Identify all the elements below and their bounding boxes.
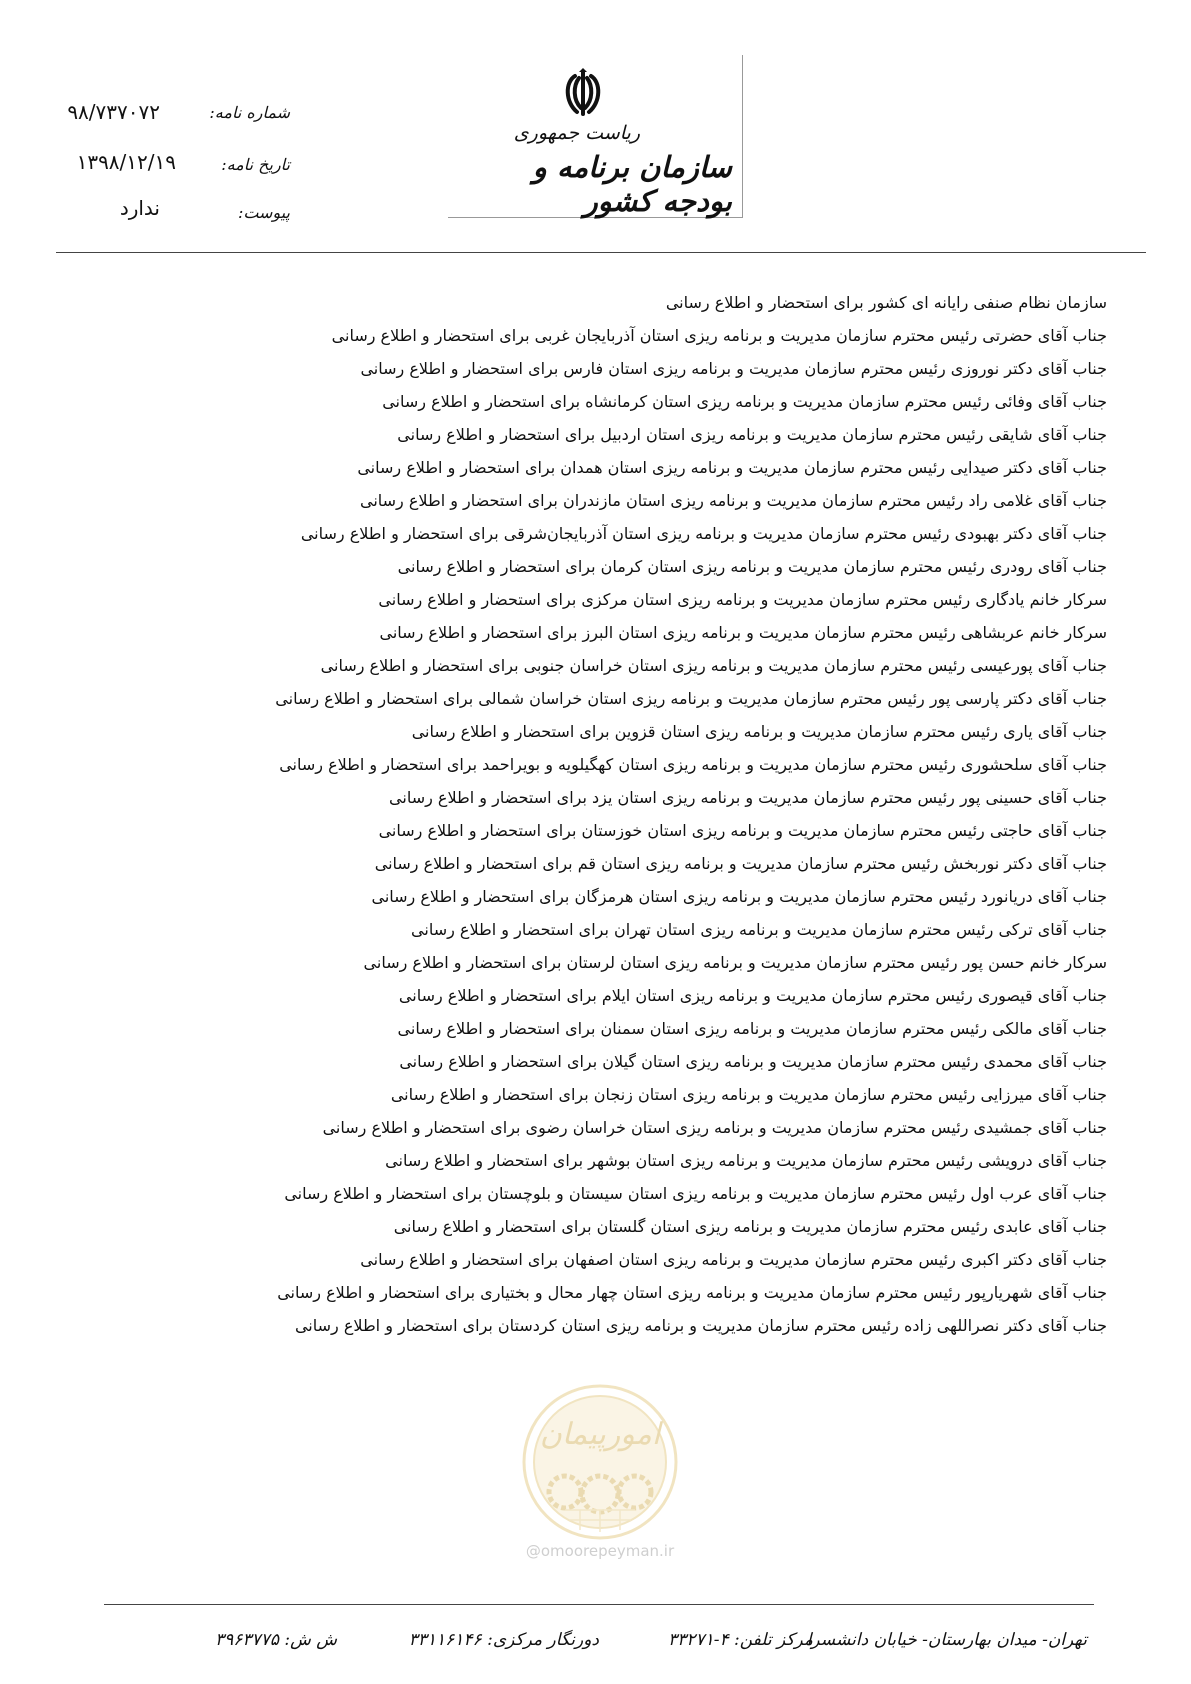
attachment-value: ندارد — [119, 196, 160, 220]
list-item: سرکار خانم یادگاری رئیس محترم سازمان مدیریت و برنامه ریزی استان مرکزی برای استحضار و اطلاع رسانی — [378, 590, 1107, 609]
list-item: جناب آقای دکتر نوروزی رئیس محترم سازمان مدیریت و برنامه ریزی استان فارس برای استحضار و اطلاع رسانی — [360, 359, 1107, 378]
letter-date: ۱۳۹۸/۱۲/۱۹ — [76, 150, 176, 174]
footer-address: تهران- میدان بهارستان- خیابان دانشسرا — [806, 1630, 1087, 1650]
list-item: جناب آقای شایقی رئیس محترم سازمان مدیریت و برنامه ریزی استان اردبیل برای استحضار و اطلاع رسانی — [397, 425, 1107, 444]
list-item: جناب آقای دریانورد رئیس محترم سازمان مدیریت و برنامه ریزی استان هرمزگان برای استحضار و اطلاع رسانی — [371, 887, 1107, 906]
letter-number: ۹۸/۷۳۷۰۷۲ — [67, 100, 160, 124]
list-item: جناب آقای حضرتی رئیس محترم سازمان مدیریت و برنامه ریزی استان آذربایجان غربی برای استحضار و اطلاع رسانی — [331, 326, 1107, 345]
list-item: جناب آقای رودری رئیس محترم سازمان مدیریت و برنامه ریزی استان کرمان برای استحضار و اطلاع رسانی — [397, 557, 1107, 576]
attachment-label: پیوست: — [237, 203, 290, 222]
letter-number-label: شماره نامه: — [209, 103, 290, 122]
list-item: جناب آقای سلحشوری رئیس محترم سازمان مدیریت و برنامه ریزی استان کهگیلویه و بویراحمد برای استحضار و اطلاع رسانی — [279, 755, 1107, 774]
footer-fax: دورنگار مرکزی: ۳۳۱۱۶۱۴۶ — [408, 1630, 599, 1650]
iran-emblem-icon — [557, 68, 609, 120]
list-item: جناب آقای جمشیدی رئیس محترم سازمان مدیریت و برنامه ریزی استان خراسان رضوی برای استحضار و اطلاع رسانی — [322, 1118, 1107, 1137]
list-item: سرکار خانم عربشاهی رئیس محترم سازمان مدیریت و برنامه ریزی استان البرز برای استحضار و اطلاع رسانی — [379, 623, 1107, 642]
list-item: جناب آقای دکتر پارسی پور رئیس محترم سازمان مدیریت و برنامه ریزی استان خراسان شمالی برای استحضار و اطلاع رسانی — [275, 689, 1107, 708]
date-label: تاریخ نامه: — [221, 155, 290, 174]
list-item: سازمان نظام صنفی رایانه ای کشور برای استحضار و اطلاع رسانی — [665, 293, 1107, 312]
list-item: جناب آقای غلامی راد رئیس محترم سازمان مدیریت و برنامه ریزی استان مازندران برای استحضار و اطلاع رسانی — [359, 491, 1107, 510]
list-item: جناب آقای دکتر نوربخش رئیس محترم سازمان مدیریت و برنامه ریزی استان قم برای استحضار و اطلاع رسانی — [374, 854, 1107, 873]
list-item: جناب آقای عرب اول رئیس محترم سازمان مدیریت و برنامه ریزی استان سیستان و بلوچستان برای استحضار و اطلاع رسانی — [284, 1184, 1107, 1203]
list-item: سرکار خانم حسن پور رئیس محترم سازمان مدیریت و برنامه ریزی استان لرستان برای استحضار و اطلاع رسانی — [363, 953, 1107, 972]
recipient-list — [187, 286, 1107, 1342]
list-item: جناب آقای شهریارپور رئیس محترم سازمان مدیریت و برنامه ریزی استان چهار محال و بختیاری برای استحضار و اطلاع رسانی — [277, 1283, 1107, 1302]
list-item: جناب آقای دکتر بهبودی رئیس محترم سازمان مدیریت و برنامه ریزی استان آذربایجان‌شرقی برای استحضار و اطلاع رسانی — [300, 524, 1107, 543]
list-item: جناب آقای محمدی رئیس محترم سازمان مدیریت و برنامه ریزی استان گیلان برای استحضار و اطلاع رسانی — [399, 1052, 1107, 1071]
watermark-logo-text: امورپیمان — [539, 1417, 661, 1452]
list-item: جناب آقای دکتر نصراللهی زاده رئیس محترم سازمان مدیریت و برنامه ریزی استان کردستان برای استحضار و اطلاع رسانی — [294, 1316, 1107, 1335]
list-item: جناب آقای عابدی رئیس محترم سازمان مدیریت و برنامه ریزی استان گلستان برای استحضار و اطلاع رسانی — [393, 1217, 1107, 1236]
list-item: جناب آقای قیصوری رئیس محترم سازمان مدیریت و برنامه ریزی استان ایلام برای استحضار و اطلاع رسانی — [398, 986, 1107, 1005]
header-divider — [56, 252, 1146, 253]
list-item: جناب آقای پورعیسی رئیس محترم سازمان مدیریت و برنامه ریزی استان خراسان جنوبی برای استحضار و اطلاع رسانی — [320, 656, 1107, 675]
presidency-subtitle: ریاست جمهوری — [513, 122, 640, 144]
list-item: جناب آقای حسینی پور رئیس محترم سازمان مدیریت و برنامه ریزی استان یزد برای استحضار و اطلاع رسانی — [389, 788, 1107, 807]
list-item: جناب آقای وفائی رئیس محترم سازمان مدیریت و برنامه ریزی استان کرمانشاه برای استحضار و اطلاع رسانی — [382, 392, 1107, 411]
footer-postal: ش ش: ۳۹۶۳۷۷۵ — [215, 1630, 337, 1650]
list-item: جناب آقای یاری رئیس محترم سازمان مدیریت و برنامه ریزی استان قزوین برای استحضار و اطلاع رسانی — [411, 722, 1107, 741]
list-item: جناب آقای میرزایی رئیس محترم سازمان مدیریت و برنامه ریزی استان زنجان برای استحضار و اطلاع رسانی — [390, 1085, 1107, 1104]
list-item: جناب آقای مالکی رئیس محترم سازمان مدیریت و برنامه ریزی استان سمنان برای استحضار و اطلاع رسانی — [397, 1019, 1107, 1038]
watermark-logo-icon — [505, 1382, 695, 1542]
list-item: جناب آقای درویشی رئیس محترم سازمان مدیریت و برنامه ریزی استان بوشهر برای استحضار و اطلاع رسانی — [385, 1151, 1107, 1170]
list-item: جناب آقای حاجتی رئیس محترم سازمان مدیریت و برنامه ریزی استان خوزستان برای استحضار و اطلاع رسانی — [378, 821, 1107, 840]
watermark-site: @omoorepeyman.ir — [525, 1542, 675, 1560]
organization-name: سازمان برنامه و بودجه کشور — [532, 150, 732, 218]
footer-divider — [104, 1604, 1094, 1605]
footer-phone: مرکز تلفن: ۴-۳۳۲۷۱ — [668, 1630, 813, 1650]
list-item: جناب آقای دکتر اکبری رئیس محترم سازمان مدیریت و برنامه ریزی استان اصفهان برای استحضار و اطلاع رسانی — [360, 1250, 1107, 1269]
list-item: جناب آقای ترکی رئیس محترم سازمان مدیریت و برنامه ریزی استان تهران برای استحضار و اطلاع رسانی — [411, 920, 1107, 939]
list-item: جناب آقای دکتر صیدایی رئیس محترم سازمان مدیریت و برنامه ریزی استان همدان برای استحضار و اطلاع رسانی — [357, 458, 1107, 477]
